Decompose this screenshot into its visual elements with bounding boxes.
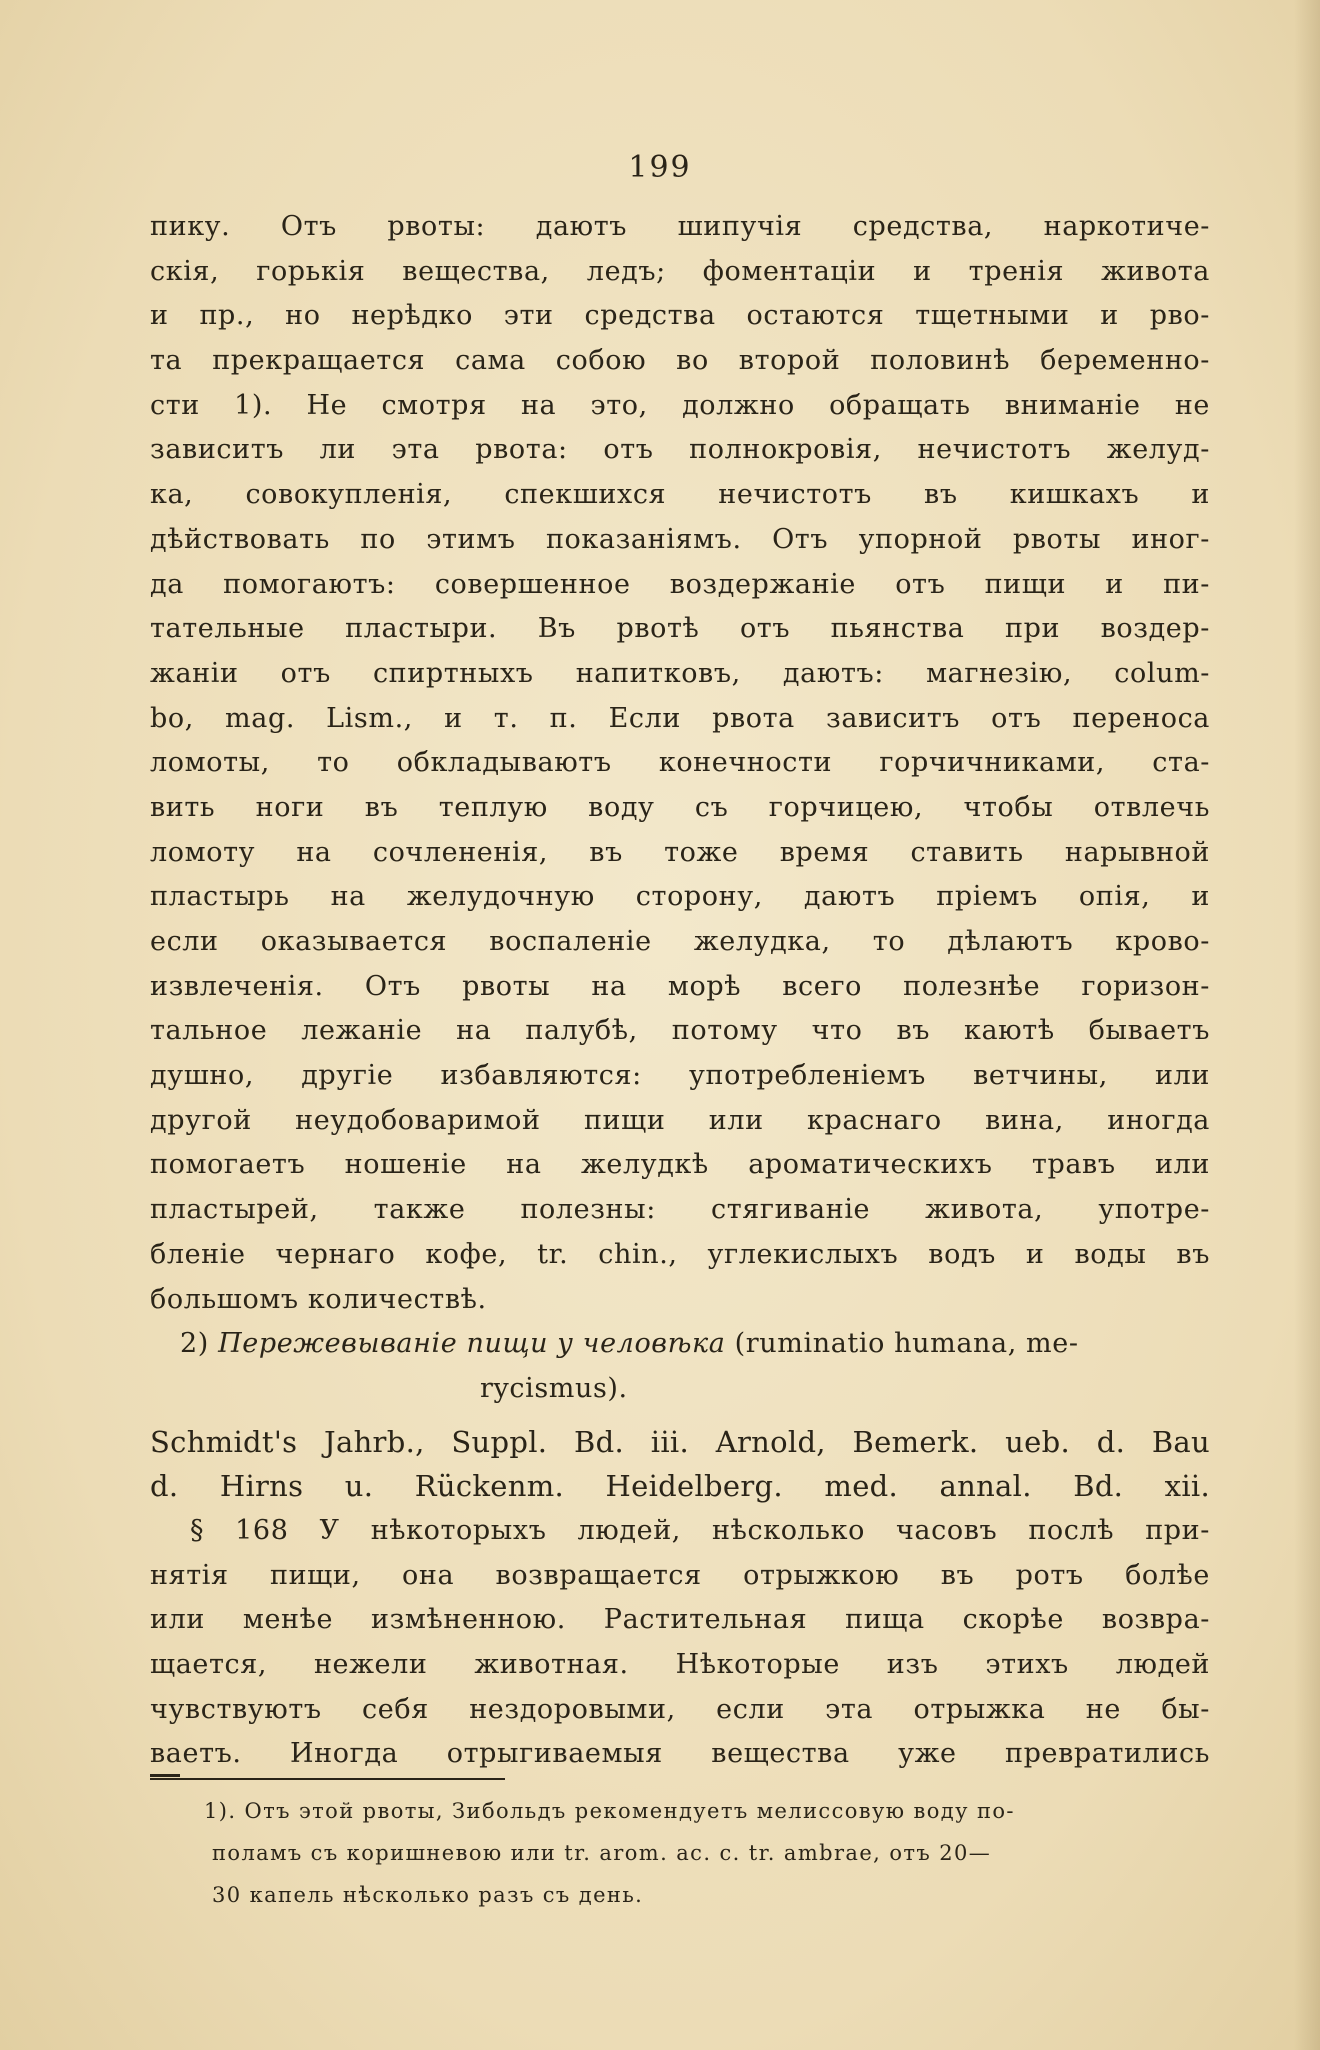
text-line: или менѣе измѣненною. Растительная пища скорѣе возвра- [150,1604,1210,1636]
source-line: d. Hirns u. Rückenm. Heidelberg. med. annal. Bd. xii. [150,1469,1210,1504]
source-line: Schmidt's Jahrb., Suppl. Bd. iii. Arnold, Bemerk. ueb. d. Bau [150,1424,1210,1459]
footnote-line: 1). Отъ этой рвоты, Зибольдъ рекомендуетъ мелиссовую воду по- [204,1799,1015,1823]
text-line: дѣйствовать по этимъ показаніямъ. Отъ упорной рвоты иног- [150,523,1210,555]
text-line: ваетъ. Иногда отрыгиваемыя вещества уже превратились [150,1738,1210,1770]
text-line: большомъ количествѣ. [150,1283,487,1315]
footnote-rule-mark [150,1774,180,1777]
text-line: пику. Отъ рвоты: даютъ шипучія средства, наркотиче- [150,211,1210,242]
text-line: ка, совокупленія, спекшихся нечистотъ въ кишкахъ и [150,479,1210,511]
text-line: bo, mag. Lism., и т. п. Если рвота зависитъ отъ переноса [150,702,1210,734]
sources-block [150,1420,1210,1509]
text-line: и пр., но нерѣдко эти средства остаются тщетными и рво- [150,300,1210,332]
section-number: 2) [180,1328,209,1360]
text-line: да помогаютъ: совершенное воздержаніе отъ пищи и пи- [150,568,1210,600]
text-line: та прекращается сама собою во второй половинѣ беременно- [150,345,1210,377]
body-paragraph [150,205,1210,1322]
footnote-line: 30 капель нѣсколько разъ съ день. [212,1883,644,1907]
page-number: 199 [628,150,692,185]
section-latin-name: (ruminatio humana, me- [734,1328,1079,1360]
section-heading-continued: rycismus). [480,1372,628,1404]
text-line: другой неудобоваримой пищи или краснаго вина, иногда [150,1104,1210,1136]
text-line: ломоту на сочлененія, въ тоже время ставить нарывной [150,836,1210,868]
section-title: Пережевываніе пищи у человѣка [218,1328,726,1360]
text-line: душно, другіе избавляются: употребленіемъ ветчины, или [150,1060,1210,1092]
text-line: чувствуютъ себя нездоровыми, если эта отрыжка не бы- [150,1693,1210,1725]
page-edge-shadow [1294,0,1320,2050]
text-line: скія, горькія вещества, ледъ; фоментаціи и тренія живота [150,255,1210,287]
footnote-rule [150,1778,505,1780]
text-line: вить ноги въ теплую воду съ горчицею, чтобы отвлечь [150,791,1210,823]
paragraph-168 [150,1509,1210,1777]
text-line: щается, нежели животная. Нѣкоторые изъ этихъ людей [150,1649,1210,1680]
text-line: тальное лежаніе на палубѣ, потому что въ каютѣ бываетъ [150,1015,1210,1047]
text-line: тательные пластыри. Въ рвотѣ отъ пьянства при воздер- [150,613,1210,645]
text-line: пластырь на желудочную сторону, даютъ пріемъ опія, и [150,881,1210,913]
text-line: пластырей, также полезны: стягиваніе живота, употре- [150,1194,1210,1226]
text-line: извлеченія. Отъ рвоты на морѣ всего полезнѣе горизон- [150,970,1210,1002]
text-line: ломоты, то обкладываютъ конечности горчичниками, ста- [150,747,1210,779]
footnote-line: поламъ съ коришневою или tr. arom. ac. c. tr. ambrae, отъ 20— [212,1841,992,1865]
main-text [150,205,1210,1777]
text-line: § 168 У нѣкоторыхъ людей, нѣсколько часовъ послѣ при- [190,1514,1210,1546]
text-line: бленіе чернаго кофе, tr. chin., углекислыхъ водъ и воды въ [150,1238,1210,1270]
text-line: зависитъ ли эта рвота: отъ полнокровія, нечистотъ желуд- [150,434,1210,466]
text-line: жаніи отъ спиртныхъ напитковъ, даютъ: магнезію, colum- [150,657,1210,689]
footnotes [192,1790,1202,1916]
text-line: нятія пищи, она возвращается отрыжкою въ ротъ болѣе [150,1559,1210,1591]
text-line: помогаетъ ношеніе на желудкѣ ароматическихъ травъ или [150,1149,1210,1181]
text-line: если оказывается воспаленіе желудка, то дѣлаютъ крово- [150,926,1210,957]
text-line: сти 1). Не смотря на это, должно обращать вниманіе не [150,389,1210,421]
section-heading [150,1322,1210,1367]
